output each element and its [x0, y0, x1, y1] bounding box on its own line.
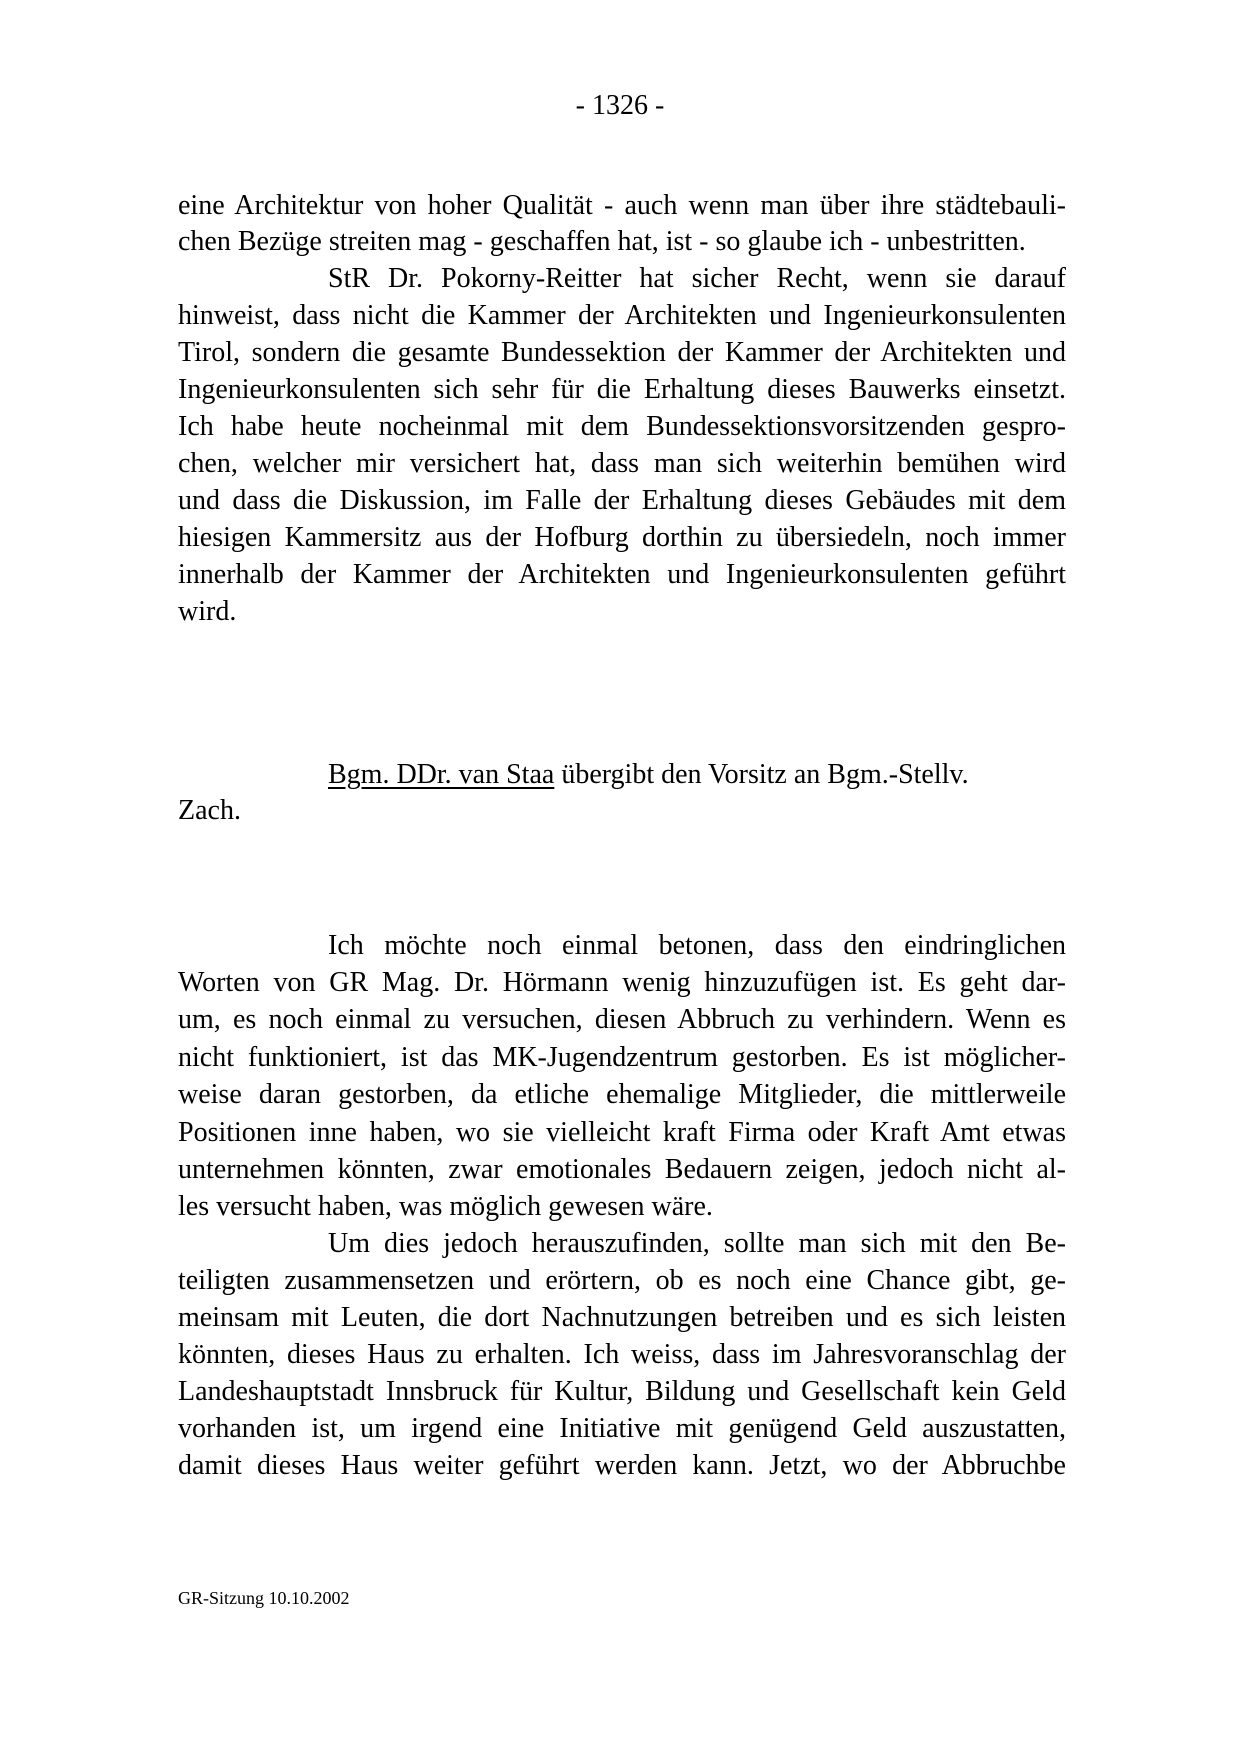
paragraph-line: teiligten zusammensetzen und erörtern, ob es noch eine Chance gibt, ge-: [178, 1265, 1066, 1296]
paragraph-line: um, es noch einmal zu versuchen, diesen Abbruch zu verhindern. Wenn es: [178, 1004, 1066, 1035]
paragraph-line: wird.: [178, 596, 237, 627]
paragraph-line: nicht funktioniert, ist das MK-Jugendzentrum gestorben. Es ist möglicher-: [178, 1042, 1066, 1073]
paragraph-line: StR Dr. Pokorny-Reitter hat sicher Recht, wenn sie darauf: [328, 263, 1066, 294]
paragraph-line: unternehmen könnten, zwar emotionales Bedauern zeigen, jedoch nicht al-: [178, 1154, 1066, 1185]
paragraph-line: chen Bezüge streiten mag - geschaffen hat, ist - so glaube ich - unbestritten.: [178, 226, 1026, 257]
chair-change-continuation: Zach.: [178, 795, 241, 826]
chair-change-note: [328, 757, 1066, 793]
paragraph-line: les versucht haben, was möglich gewesen wäre.: [178, 1191, 713, 1222]
paragraph-line: innerhalb der Kammer der Architekten und Ingenieurkonsulenten geführt: [178, 559, 1066, 590]
paragraph-line: Tirol, sondern die gesamte Bundessektion der Kammer der Architekten und: [178, 337, 1066, 368]
paragraph-line: und dass die Diskussion, im Falle der Erhaltung dieses Gebäudes mit dem: [178, 485, 1066, 516]
paragraph-line: könnten, dieses Haus zu erhalten. Ich weiss, dass im Jahresvoranschlag der: [178, 1339, 1066, 1370]
paragraph-line: hinweist, dass nicht die Kammer der Architekten und Ingenieurkonsulenten: [178, 300, 1066, 331]
paragraph-line: Ingenieurkonsulenten sich sehr für die Erhaltung dieses Bauwerks einsetzt.: [178, 374, 1066, 405]
paragraph-line: vorhanden ist, um irgend eine Initiative mit genügend Geld auszustatten,: [178, 1413, 1066, 1444]
paragraph-line: Ich möchte noch einmal betonen, dass den eindringlichen: [328, 930, 1066, 961]
page-footer: GR-Sitzung 10.10.2002: [178, 1588, 350, 1608]
page-number: - 1326 -: [575, 90, 665, 121]
paragraph-line: Landeshauptstadt Innsbruck für Kultur, Bildung und Gesellschaft kein Geld: [178, 1376, 1066, 1407]
paragraph-line: eine Architektur von hoher Qualität - auch wenn man über ihre städtebauli-: [178, 190, 1066, 221]
paragraph-line: Positionen inne haben, wo sie vielleicht kraft Firma oder Kraft Amt etwas: [178, 1117, 1066, 1148]
chair-change-text: übergibt den Vorsitz an Bgm.-Stellv.: [554, 759, 969, 790]
paragraph-line: hiesigen Kammersitz aus der Hofburg dorthin zu übersiedeln, noch immer: [178, 522, 1066, 553]
paragraph-line: Ich habe heute nocheinmal mit dem Bundessektionsvorsitzenden gespro-: [178, 411, 1066, 442]
paragraph-line: chen, welcher mir versichert hat, dass man sich weiterhin bemühen wird: [178, 448, 1066, 479]
paragraph-line: weise daran gestorben, da etliche ehemalige Mitglieder, die mittlerweile: [178, 1079, 1066, 1110]
paragraph-line: damit dieses Haus weiter geführt werden kann. Jetzt, wo der Abbruchbe: [178, 1450, 1066, 1481]
paragraph-line: meinsam mit Leuten, die dort Nachnutzungen betreiben und es sich leisten: [178, 1302, 1066, 1333]
speaker-name: Bgm. DDr. van Staa: [328, 759, 555, 790]
paragraph-line: Worten von GR Mag. Dr. Hörmann wenig hinzuzufügen ist. Es geht dar-: [178, 967, 1066, 998]
paragraph-line: Um dies jedoch herauszufinden, sollte man sich mit den Be-: [328, 1228, 1066, 1259]
